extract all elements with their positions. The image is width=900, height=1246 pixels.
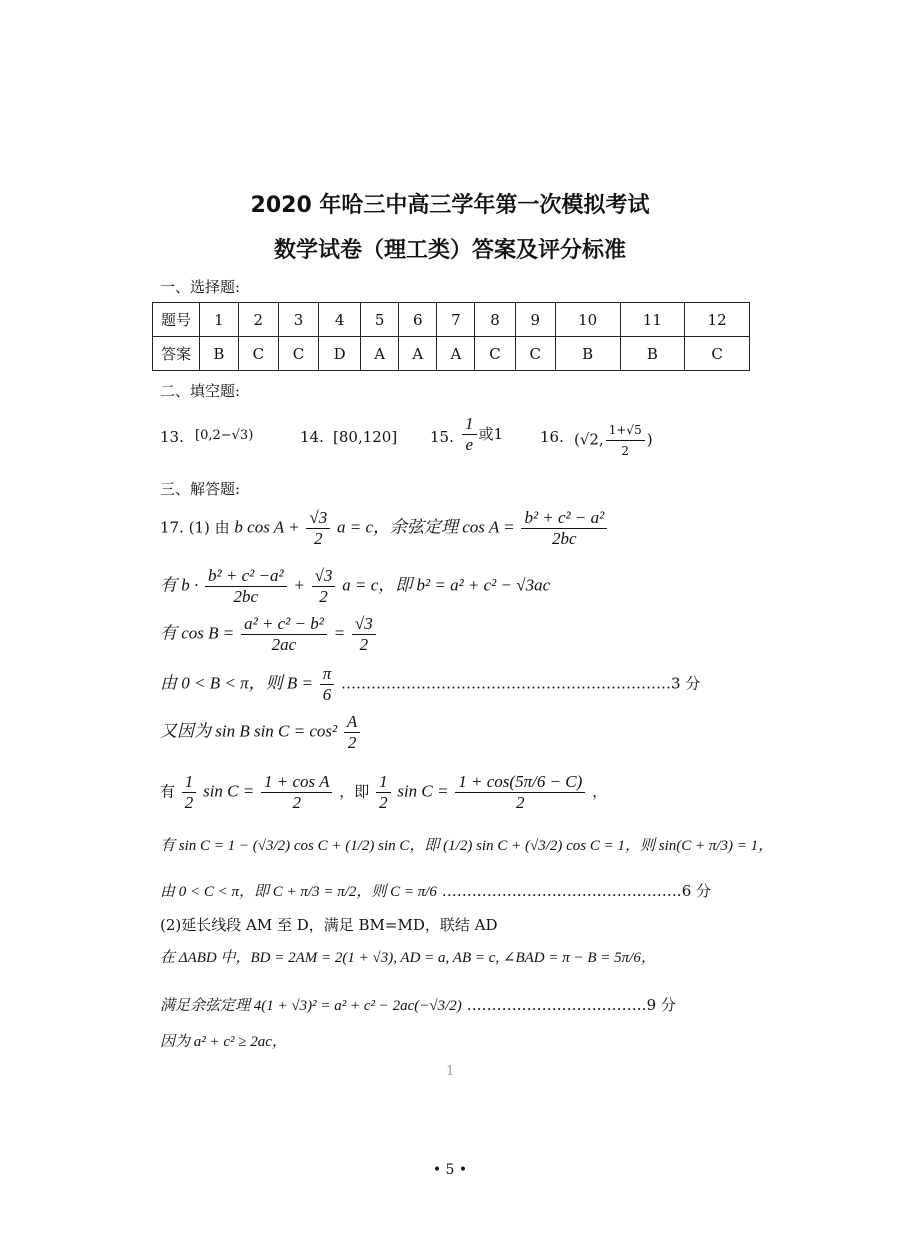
- q15-answer: [460, 414, 503, 455]
- q16-label: 16.: [540, 428, 564, 446]
- q17-part2-intro: (2)延长线段 AM 至 D，满足 BM=MD，联结 AD: [160, 916, 498, 934]
- q17-line-7: 有 sin C = 1 − (√3/2) cos C + (1/2) sin C，即 (1/2) sin C + (√3/2) cos C = 1，则 sin(C + π/3) = 1，: [160, 838, 774, 854]
- fraction-numerator: 1: [182, 772, 197, 793]
- table-cell: C: [475, 337, 515, 371]
- fraction: [344, 712, 360, 753]
- formula: sin C =: [203, 781, 255, 801]
- q13-answer: [0,2−√3): [195, 428, 254, 443]
- q16-answer: [574, 420, 653, 461]
- q16-left: (√2,: [574, 430, 604, 449]
- choice-answer-table: [152, 302, 750, 371]
- table-cell: A: [437, 337, 475, 371]
- table-cell: C: [278, 337, 318, 371]
- fraction: [521, 508, 607, 549]
- fraction: [352, 614, 376, 655]
- table-row: [153, 337, 750, 371]
- formula: 满足余弦定理 4(1 + √3)² = a² + c² − 2ac(−√3/2): [160, 998, 462, 1014]
- fraction-numerator: √3: [306, 508, 330, 529]
- fraction: [182, 772, 197, 813]
- fraction-denominator: e: [465, 435, 474, 454]
- table-row-label: 答案: [153, 337, 200, 371]
- table-cell: 12: [685, 303, 750, 337]
- score-dots: …………………………………………………………3 分: [341, 674, 701, 693]
- formula: 由 0 < B < π，则 B =: [160, 673, 313, 693]
- table-cell: C: [238, 337, 278, 371]
- text: ，即: [339, 782, 370, 801]
- inner-page-number: 1: [446, 1064, 455, 1079]
- text: ，: [592, 782, 608, 801]
- table-cell: 3: [278, 303, 318, 337]
- fraction-denominator: 2: [621, 444, 630, 458]
- table-cell: B: [620, 337, 685, 371]
- q17-line-1: [160, 508, 609, 549]
- formula: 由 0 < C < π，即 C + π/3 = π/2，则 C = π/6: [160, 884, 437, 900]
- formula: a = c，即 b² = a² + c² − √3ac: [342, 575, 551, 595]
- q17-line-5: [160, 712, 362, 753]
- formula: b cos A +: [234, 517, 300, 537]
- table-cell: 8: [475, 303, 515, 337]
- fraction-denominator: 2: [319, 587, 328, 606]
- page-number: • 5 •: [432, 1162, 468, 1178]
- fraction-numerator: 1+√5: [606, 420, 645, 441]
- fraction: [312, 566, 336, 607]
- fraction-denominator: 2: [347, 733, 357, 752]
- table-cell: 11: [620, 303, 685, 337]
- fraction-denominator: 2: [314, 529, 323, 548]
- table-cell: 7: [437, 303, 475, 337]
- fraction-numerator: b² + c² − a²: [521, 508, 607, 529]
- section-heading-blank: 二、填空题:: [160, 382, 241, 400]
- table-cell: B: [555, 337, 620, 371]
- q16-right: ): [646, 430, 653, 449]
- table-cell: 1: [200, 303, 239, 337]
- fraction: [606, 420, 645, 461]
- table-cell: C: [515, 337, 555, 371]
- fraction-numerator: π: [320, 664, 335, 685]
- fraction-denominator: 2bc: [552, 529, 577, 548]
- fraction-denominator: 2bc: [233, 587, 259, 606]
- table-cell: 4: [319, 303, 361, 337]
- fraction: [455, 772, 585, 813]
- fraction: [241, 614, 327, 655]
- formula: 有 b ·: [160, 575, 199, 595]
- table-cell: 5: [361, 303, 399, 337]
- fraction-numerator: b² + c² −a²: [205, 566, 287, 587]
- fraction-denominator: 2: [359, 635, 369, 654]
- page-title: 2020 年哈三中高三学年第一次模拟考试: [250, 193, 650, 218]
- table-cell: 2: [238, 303, 278, 337]
- fraction: [261, 772, 332, 813]
- fraction-numerator: 1: [376, 772, 391, 793]
- fraction-denominator: 2: [292, 793, 301, 812]
- score-dots: …………………………………………6 分: [441, 882, 712, 900]
- formula: +: [293, 575, 305, 595]
- fraction-numerator: √3: [312, 566, 336, 587]
- table-cell: B: [200, 337, 239, 371]
- q17-part2-line-2: [160, 994, 676, 1015]
- fraction-numerator: A: [344, 712, 360, 733]
- score-dots: ………………………………9 分: [466, 996, 676, 1014]
- fraction: [462, 414, 477, 455]
- fraction-denominator: 2: [516, 793, 525, 812]
- q15-label: 15.: [430, 428, 454, 446]
- q17-part2-line-1: 在 ΔABD 中，BD = 2AM = 2(1 + √3), AD = a, AB = c, ∠BAD = π − B = 5π/6，: [160, 950, 656, 966]
- fraction-numerator: 1: [462, 414, 477, 435]
- formula: sin C =: [397, 781, 449, 801]
- table-cell: A: [399, 337, 437, 371]
- fraction-numerator: 1 + cos(5π/6 − C): [455, 772, 585, 793]
- q15-answer-or: 或1: [478, 425, 504, 443]
- formula: 有 cos B =: [160, 623, 235, 643]
- fraction-numerator: a² + c² − b²: [241, 614, 327, 635]
- fraction: [320, 664, 335, 705]
- text: 17. (1) 由: [160, 518, 230, 537]
- table-row: [153, 303, 750, 337]
- q17-line-8: [160, 880, 711, 901]
- page-subtitle: 数学试卷（理工类）答案及评分标准: [273, 238, 626, 263]
- q17-line-4: [160, 664, 700, 705]
- q17-line-6: [160, 772, 607, 813]
- fraction-numerator: √3: [352, 614, 376, 635]
- table-row-label: 题号: [153, 303, 200, 337]
- formula: a = c，余弦定理 cos A =: [336, 517, 515, 537]
- formula: =: [333, 623, 346, 643]
- fraction: [376, 772, 391, 813]
- table-cell: A: [361, 337, 399, 371]
- formula: 又因为 sin B sin C = cos²: [160, 721, 338, 741]
- q17-part2-line-3: 因为 a² + c² ≥ 2ac，: [160, 1034, 287, 1050]
- fraction: [306, 508, 330, 549]
- table-cell: C: [685, 337, 750, 371]
- q17-line-2: [160, 566, 550, 607]
- fraction-numerator: 1 + cos A: [261, 772, 332, 793]
- table-cell: 6: [399, 303, 437, 337]
- section-heading-choice: 一、选择题:: [160, 278, 241, 296]
- fraction-denominator: 2ac: [271, 635, 297, 654]
- fraction-denominator: 2: [184, 793, 194, 812]
- text: 有: [160, 782, 176, 801]
- q13-label: 13.: [160, 428, 184, 446]
- fraction-denominator: 2: [379, 793, 388, 812]
- q14-label: 14.: [300, 428, 324, 446]
- q14-answer: [80,120]: [333, 428, 398, 446]
- table-cell: 9: [515, 303, 555, 337]
- section-heading-solve: 三、解答题:: [160, 480, 241, 498]
- q17-line-3: [160, 614, 378, 655]
- table-cell: 10: [555, 303, 620, 337]
- fraction: [205, 566, 287, 607]
- fraction-denominator: 6: [322, 685, 332, 704]
- table-cell: D: [319, 337, 361, 371]
